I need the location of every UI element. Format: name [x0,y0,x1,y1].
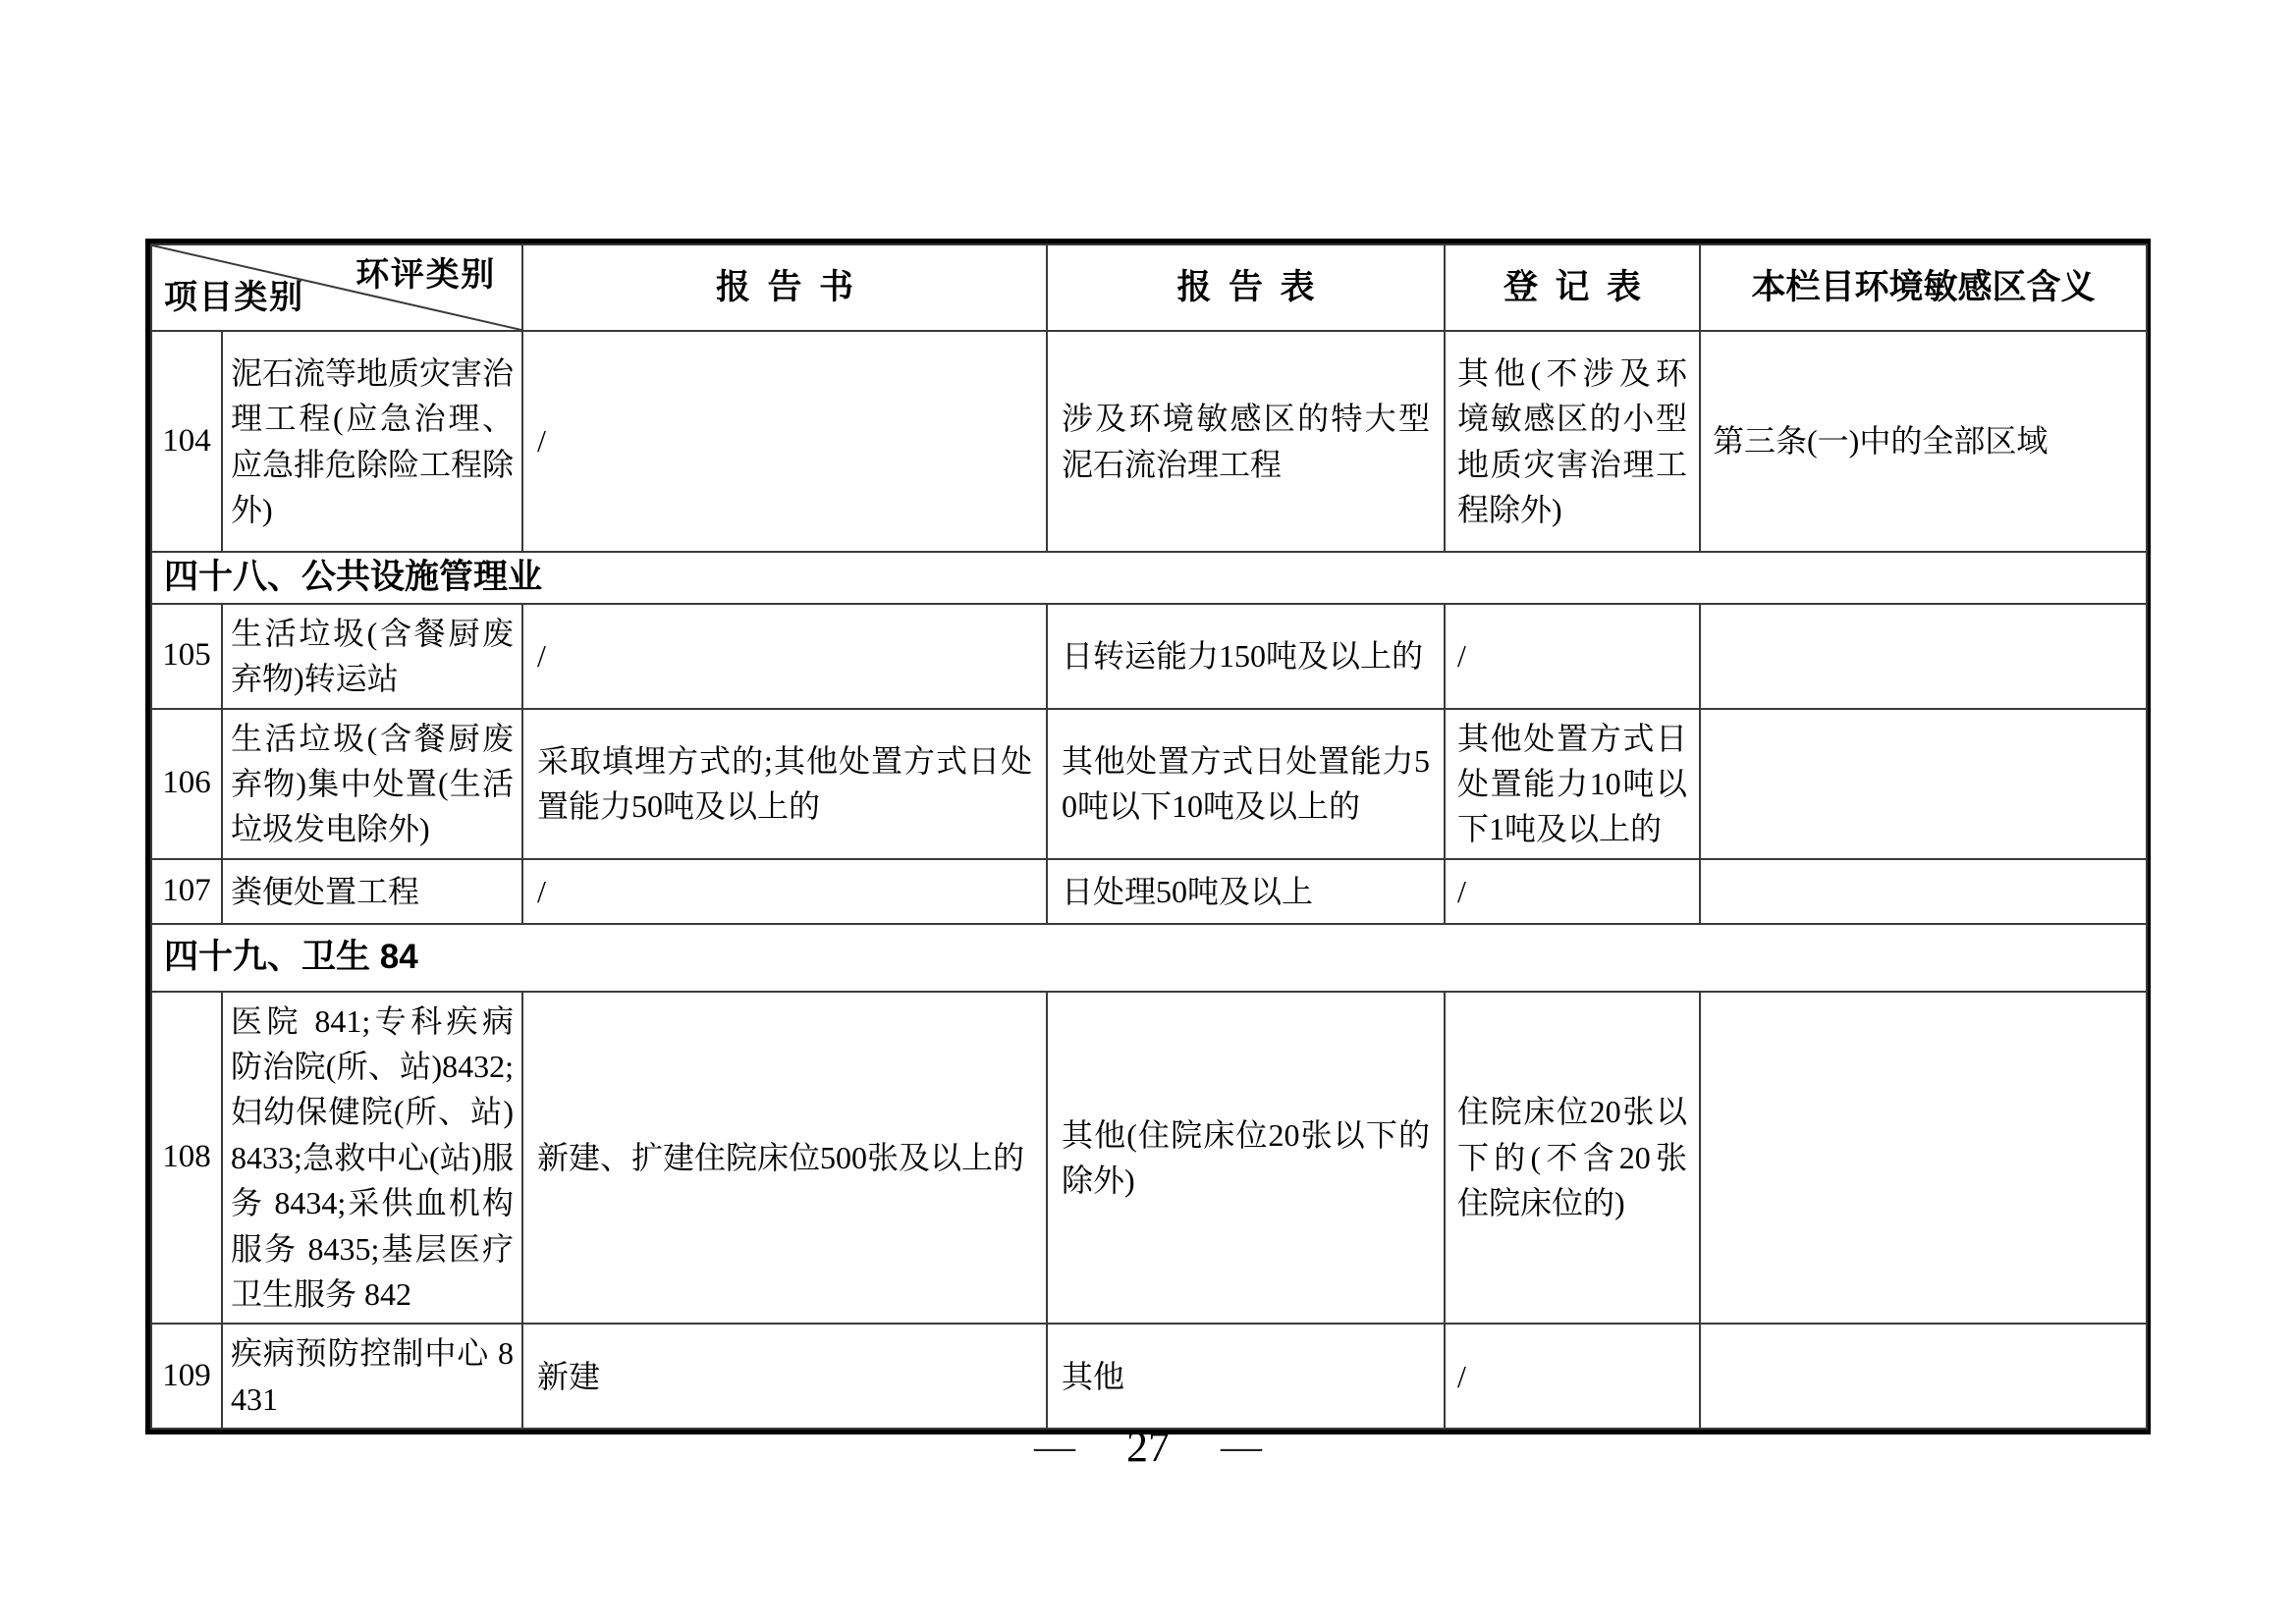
table-row [151,992,2147,1325]
cell-registration-form: / [1445,604,1700,709]
cell-report-form: 日转运能力150吨及以上的 [1047,604,1445,709]
cell-project-category: 粪便处置工程 [222,859,522,924]
header-report-form: 报告表 [1047,244,1445,331]
header-row [151,244,2147,331]
cell-report-form: 涉及环境敏感区的特大型泥石流治理工程 [1047,331,1445,552]
cell-report-book: 新建 [522,1324,1047,1429]
eia-category-table [145,239,2151,1434]
cell-project-category: 医院 841;专科疾病防治院(所、站)8432;妇幼保健院(所、站)8433;急救中心(站)服务 8434;采供血机构服务 8435;基层医疗卫生服务 842 [222,992,522,1325]
cell-report-form: 其他(住院床位20张以下的除外) [1047,992,1445,1325]
cell-registration-form: 其他(不涉及环境敏感区的小型地质灾害治理工程除外) [1445,331,1700,552]
cell-registration-form: 其他处置方式日处置能力10吨以下1吨及以上的 [1445,709,1700,859]
diagonal-header-cell [151,244,522,331]
table-body [151,331,2147,1429]
table-row [151,604,2147,709]
cell-project-category: 生活垃圾(含餐厨废弃物)集中处置(生活垃圾发电除外) [222,709,522,859]
cell-report-book: 采取填埋方式的;其他处置方式日处置能力50吨及以上的 [522,709,1047,859]
cell-project-category: 泥石流等地质灾害治理工程(应急治理、应急排危除险工程除外) [222,331,522,552]
cell-row-number: 107 [151,859,222,924]
cell-row-number: 108 [151,992,222,1325]
table-row [151,709,2147,859]
cell-registration-form: / [1445,1324,1700,1429]
table-row [151,859,2147,924]
footer-right-dash: — [1221,1424,1262,1470]
cell-project-category: 疾病预防控制中心 8431 [222,1324,522,1429]
cell-sensitive-area-meaning [1700,992,2147,1325]
cell-project-category: 生活垃圾(含餐厨废弃物)转运站 [222,604,522,709]
table-row [151,1324,2147,1429]
footer-left-dash: — [1034,1424,1075,1470]
section-row [151,552,2147,604]
cell-row-number: 106 [151,709,222,859]
header-sensitive-area-meaning: 本栏目环境敏感区含义 [1700,244,2147,331]
page-number: 27 [1126,1423,1170,1471]
section-label: 四十八、公共设施管理业 [151,552,2147,604]
cell-report-form: 日处理50吨及以上 [1047,859,1445,924]
section-row [151,924,2147,992]
page-footer [0,1422,2296,1472]
header-project-category-label: 项目类别 [164,278,304,316]
cell-report-book: / [522,859,1047,924]
cell-report-form: 其他 [1047,1324,1445,1429]
header-report-book: 报告书 [522,244,1047,331]
cell-report-book: 新建、扩建住院床位500张及以上的 [522,992,1047,1325]
cell-sensitive-area-meaning [1700,709,2147,859]
cell-registration-form: / [1445,859,1700,924]
cell-row-number: 104 [151,331,222,552]
cell-sensitive-area-meaning [1700,859,2147,924]
cell-sensitive-area-meaning [1700,1324,2147,1429]
cell-sensitive-area-meaning [1700,604,2147,709]
cell-sensitive-area-meaning: 第三条(一)中的全部区域 [1700,331,2147,552]
cell-registration-form: 住院床位20张以下的(不含20张住院床位的) [1445,992,1700,1325]
table-row [151,331,2147,552]
section-label: 四十九、卫生 84 [151,924,2147,992]
cell-row-number: 109 [151,1324,222,1429]
cell-report-book: / [522,604,1047,709]
cell-row-number: 105 [151,604,222,709]
header-registration-form: 登记表 [1445,244,1700,331]
cell-report-book: / [522,331,1047,552]
cell-report-form: 其他处置方式日处置能力50吨以下10吨及以上的 [1047,709,1445,859]
header-eia-category-label: 环评类别 [355,256,496,294]
